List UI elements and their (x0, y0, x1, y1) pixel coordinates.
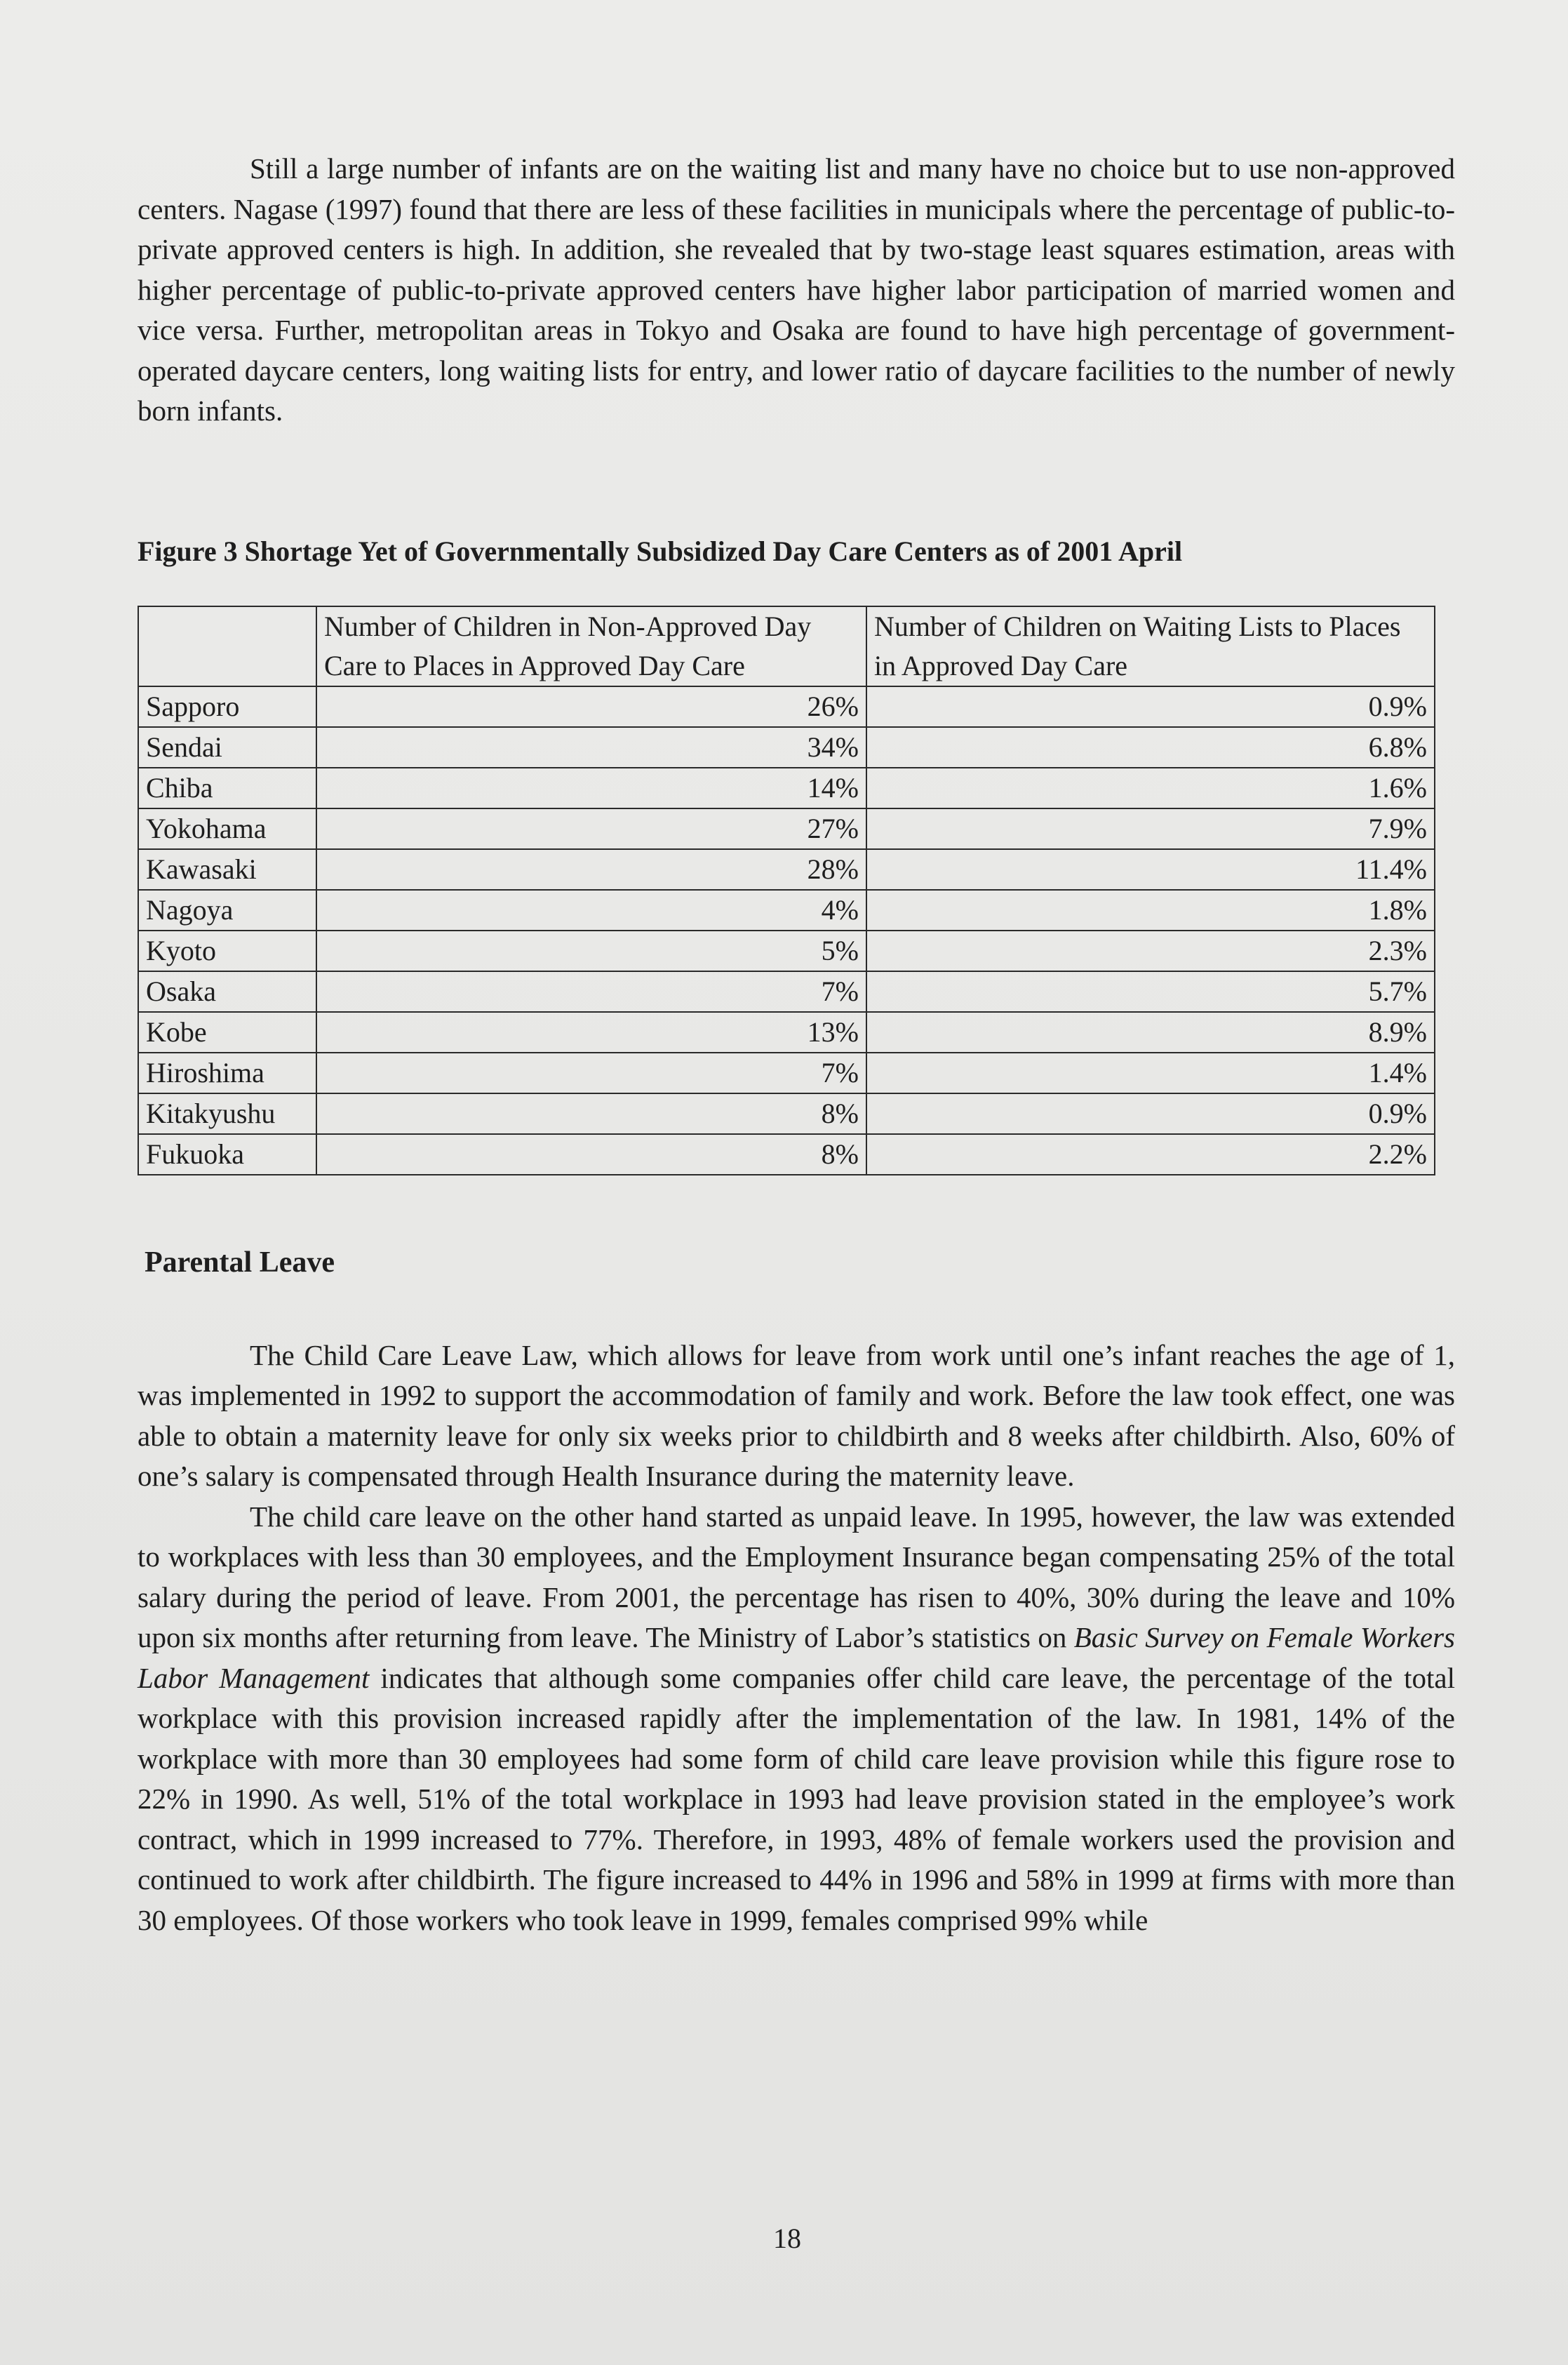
waiting-list-cell: 5.7% (866, 971, 1435, 1012)
non-approved-cell: 7% (316, 971, 866, 1012)
city-cell: Fukuoka (138, 1134, 316, 1175)
leave-paragraph-2-start: The child care leave on the other hand started as unpaid leave. In 1995, however, the law was extended to workplaces with less than 30 employees, and the Employment Insurance began compensating 25% of the total salary during the period of leave. From 2001, the percentage has risen to 40%, 30% during the leave and 10% upon six months after returning from leave. The Ministry of Labor’s statistics on (138, 1500, 1455, 1653)
table-row (138, 727, 1435, 768)
leave-paragraph-2 (138, 1497, 1455, 1941)
intro-paragraph: Still a large number of infants are on the waiting list and many have no choice but to use non-approved centers. Nagase (1997) found that there are less of these facilities in municipals where the percentage of public-to-private approved centers is high. In addition, she revealed that by two-stage least squares estimation, areas with higher percentage of public-to-private approved centers have higher labor participation of married women and vice versa. Further, metropolitan areas in Tokyo and Osaka are found to have high percentage of government-operated daycare centers, long waiting lists for entry, and lower ratio of daycare facilities to the number of newly born infants. (138, 152, 1455, 427)
daycare-table (138, 606, 1435, 1175)
table-row (138, 931, 1435, 971)
figure-title: Figure 3 Shortage Yet of Governmentally Subsidized Day Care Centers as of 2001 April (138, 535, 1183, 567)
city-cell: Kobe (138, 1012, 316, 1053)
waiting-list-cell: 1.4% (866, 1053, 1435, 1093)
city-cell: Kawasaki (138, 849, 316, 890)
survey-title: Basic Survey on Female Workers Labor Management (138, 1621, 1456, 1694)
table-row (138, 849, 1435, 890)
waiting-list-cell: 7.9% (866, 808, 1435, 849)
waiting-list-cell: 8.9% (866, 1012, 1435, 1053)
table-row (138, 890, 1435, 931)
waiting-list-cell: 6.8% (866, 727, 1435, 768)
city-cell: Sapporo (138, 686, 316, 727)
table-row (138, 1093, 1435, 1134)
leave-paragraph-2-end: indicates that although some companies offer child care leave, the percentage of the total workplace with this provision increased rapidly after the implementation of the law. In 1981, 14% of the workplace with more than 30 employees had some form of child care leave provision while this figure rose to 22% in 1990. As well, 51% of the total workplace in 1993 had leave provision stated in the employee’s work contract, which in 1999 increased to 77%. Therefore, in 1993, 48% of female workers used the provision and continued to work after childbirth. The figure increased to 44% in 1996 and 58% in 1999 at firms with more than 30 employees. Of those workers who took leave in 1999, females comprised 99% while (138, 1661, 1456, 1936)
table-body (138, 686, 1435, 1175)
table-header-row (138, 606, 1435, 686)
table-row (138, 808, 1435, 849)
waiting-list-cell: 0.9% (866, 686, 1435, 727)
waiting-list-cell: 2.3% (866, 931, 1435, 971)
non-approved-cell: 13% (316, 1012, 866, 1053)
table-row (138, 1012, 1435, 1053)
table-row (138, 768, 1435, 808)
waiting-list-cell: 1.6% (866, 768, 1435, 808)
waiting-list-cell: 1.8% (866, 890, 1435, 931)
city-cell: Yokohama (138, 808, 316, 849)
page-number: 18 (773, 2223, 801, 2254)
non-approved-cell: 27% (316, 808, 866, 849)
non-approved-cell: 5% (316, 931, 866, 971)
table-header-non-approved: Number of Children in Non-Approved Day Care to Places in Approved Day Care (316, 606, 866, 686)
waiting-list-cell: 2.2% (866, 1134, 1435, 1175)
non-approved-cell: 8% (316, 1093, 866, 1134)
non-approved-cell: 14% (316, 768, 866, 808)
waiting-list-cell: 11.4% (866, 849, 1435, 890)
non-approved-cell: 28% (316, 849, 866, 890)
non-approved-cell: 4% (316, 890, 866, 931)
city-cell: Sendai (138, 727, 316, 768)
non-approved-cell: 7% (316, 1053, 866, 1093)
non-approved-cell: 26% (316, 686, 866, 727)
table-row (138, 1134, 1435, 1175)
table-header-city (138, 606, 316, 686)
city-cell: Kitakyushu (138, 1093, 316, 1134)
section-heading: Parental Leave (145, 1246, 335, 1279)
table-row (138, 971, 1435, 1012)
table-row (138, 686, 1435, 727)
city-cell: Chiba (138, 768, 316, 808)
page-content (138, 149, 1455, 1940)
city-cell: Kyoto (138, 931, 316, 971)
city-cell: Osaka (138, 971, 316, 1012)
table-header-waiting-lists: Number of Children on Waiting Lists to Places in Approved Day Care (866, 606, 1435, 686)
waiting-list-cell: 0.9% (866, 1093, 1435, 1134)
table-row (138, 1053, 1435, 1093)
non-approved-cell: 34% (316, 727, 866, 768)
non-approved-cell: 8% (316, 1134, 866, 1175)
city-cell: Nagoya (138, 890, 316, 931)
leave-paragraph-1: The Child Care Leave Law, which allows for leave from work until one’s infant reaches the age of 1, was implemented in 1992 to support the accommodation of family and work. Before the law took effect, one was able to obtain a maternity leave for only six weeks prior to childbirth and 8 weeks after childbirth. Also, 60% of one’s salary is compensated through Health Insurance during the maternity leave. (138, 1338, 1455, 1492)
city-cell: Hiroshima (138, 1053, 316, 1093)
